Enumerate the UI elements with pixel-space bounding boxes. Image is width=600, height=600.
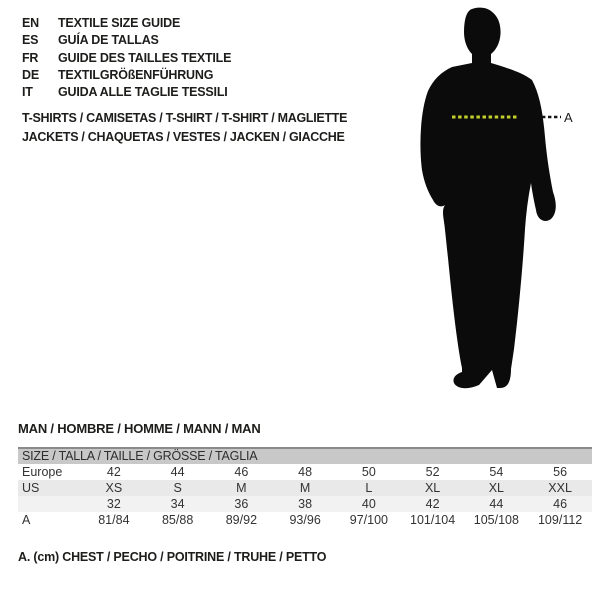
size-table-body (18, 464, 592, 528)
garment-categories (22, 109, 347, 147)
measure-label-a: A (564, 110, 573, 125)
table-row (18, 480, 592, 496)
table-cell: 38 (298, 497, 313, 511)
table-cell: XL (488, 481, 505, 495)
table-cell: XXL (548, 481, 572, 495)
table-row (18, 496, 592, 512)
table-cell: L (365, 481, 373, 495)
language-row-fr (22, 50, 231, 67)
language-row-es (22, 32, 231, 49)
language-title: TEXTILE SIZE GUIDE (58, 16, 181, 30)
table-cell: 85/88 (161, 513, 194, 527)
language-row-de (22, 67, 231, 84)
table-cell: M (236, 481, 247, 495)
table-row (18, 512, 592, 528)
row-label (18, 496, 82, 512)
language-title: GUIDA ALLE TAGLIE TESSILI (58, 85, 228, 100)
language-title: TEXTILGRÖßENFÜHRUNG (58, 67, 214, 82)
table-cell: 48 (298, 465, 313, 479)
table-cell: 54 (489, 465, 504, 479)
language-list (22, 15, 231, 101)
table-cell: 44 (489, 497, 504, 511)
table-cell: 32 (106, 497, 121, 511)
table-cell: 97/100 (349, 513, 388, 527)
category-jackets: JACKETS / CHAQUETAS / VESTES / JACKEN / GIACCHE (22, 130, 345, 144)
table-cell: 89/92 (225, 513, 258, 527)
man-silhouette (405, 0, 575, 400)
row-label: A (22, 513, 31, 527)
table-cell: 40 (361, 497, 376, 511)
language-title: GUÍA DE TALLAS (58, 33, 159, 48)
language-title: GUIDE DES TAILLES TEXTILE (58, 50, 232, 65)
table-cell: 109/112 (537, 513, 583, 527)
category-tshirts: T-SHIRTS / CAMISETAS / T-SHIRT / T-SHIRT / MAGLIETTE (22, 111, 348, 125)
language-code: EN (22, 16, 39, 30)
table-cell: XS (105, 481, 123, 495)
table-cell: M (299, 481, 311, 495)
language-code: IT (22, 85, 33, 100)
language-code: FR (22, 50, 39, 65)
table-cell: 81/84 (98, 513, 130, 527)
table-cell: 50 (361, 465, 376, 479)
table-row (18, 464, 592, 480)
language-row-en (22, 15, 231, 32)
size-table-header: SIZE / TALLA / TAILLE / GRÖSSE / TAGLIA (18, 449, 592, 464)
language-code: DE (22, 67, 39, 82)
chest-footnote: A. (cm) CHEST / PECHO / POITRINE / TRUHE / PETTO (18, 550, 327, 564)
table-cell: 42 (425, 497, 440, 511)
man-silhouette-shape (420, 8, 555, 389)
language-row-it (22, 84, 231, 101)
table-cell: S (173, 481, 182, 495)
section-title-man: MAN / HOMBRE / HOMME / MANN / MAN (18, 421, 261, 436)
table-cell: 105/108 (473, 513, 519, 527)
table-cell: 46 (553, 497, 568, 511)
table-cell: 34 (170, 497, 185, 511)
size-table (18, 447, 592, 528)
row-label: Europe (22, 465, 63, 479)
table-cell: 56 (553, 465, 568, 479)
table-cell: 52 (425, 465, 440, 479)
table-cell: 46 (234, 465, 249, 479)
row-label: US (22, 481, 40, 495)
table-cell: 36 (234, 497, 249, 511)
table-cell: 101/104 (410, 513, 456, 527)
table-cell: XL (424, 481, 441, 495)
table-cell: 44 (170, 465, 185, 479)
table-cell: 42 (106, 465, 121, 479)
language-code: ES (22, 33, 39, 48)
table-cell: 93/96 (289, 513, 321, 527)
